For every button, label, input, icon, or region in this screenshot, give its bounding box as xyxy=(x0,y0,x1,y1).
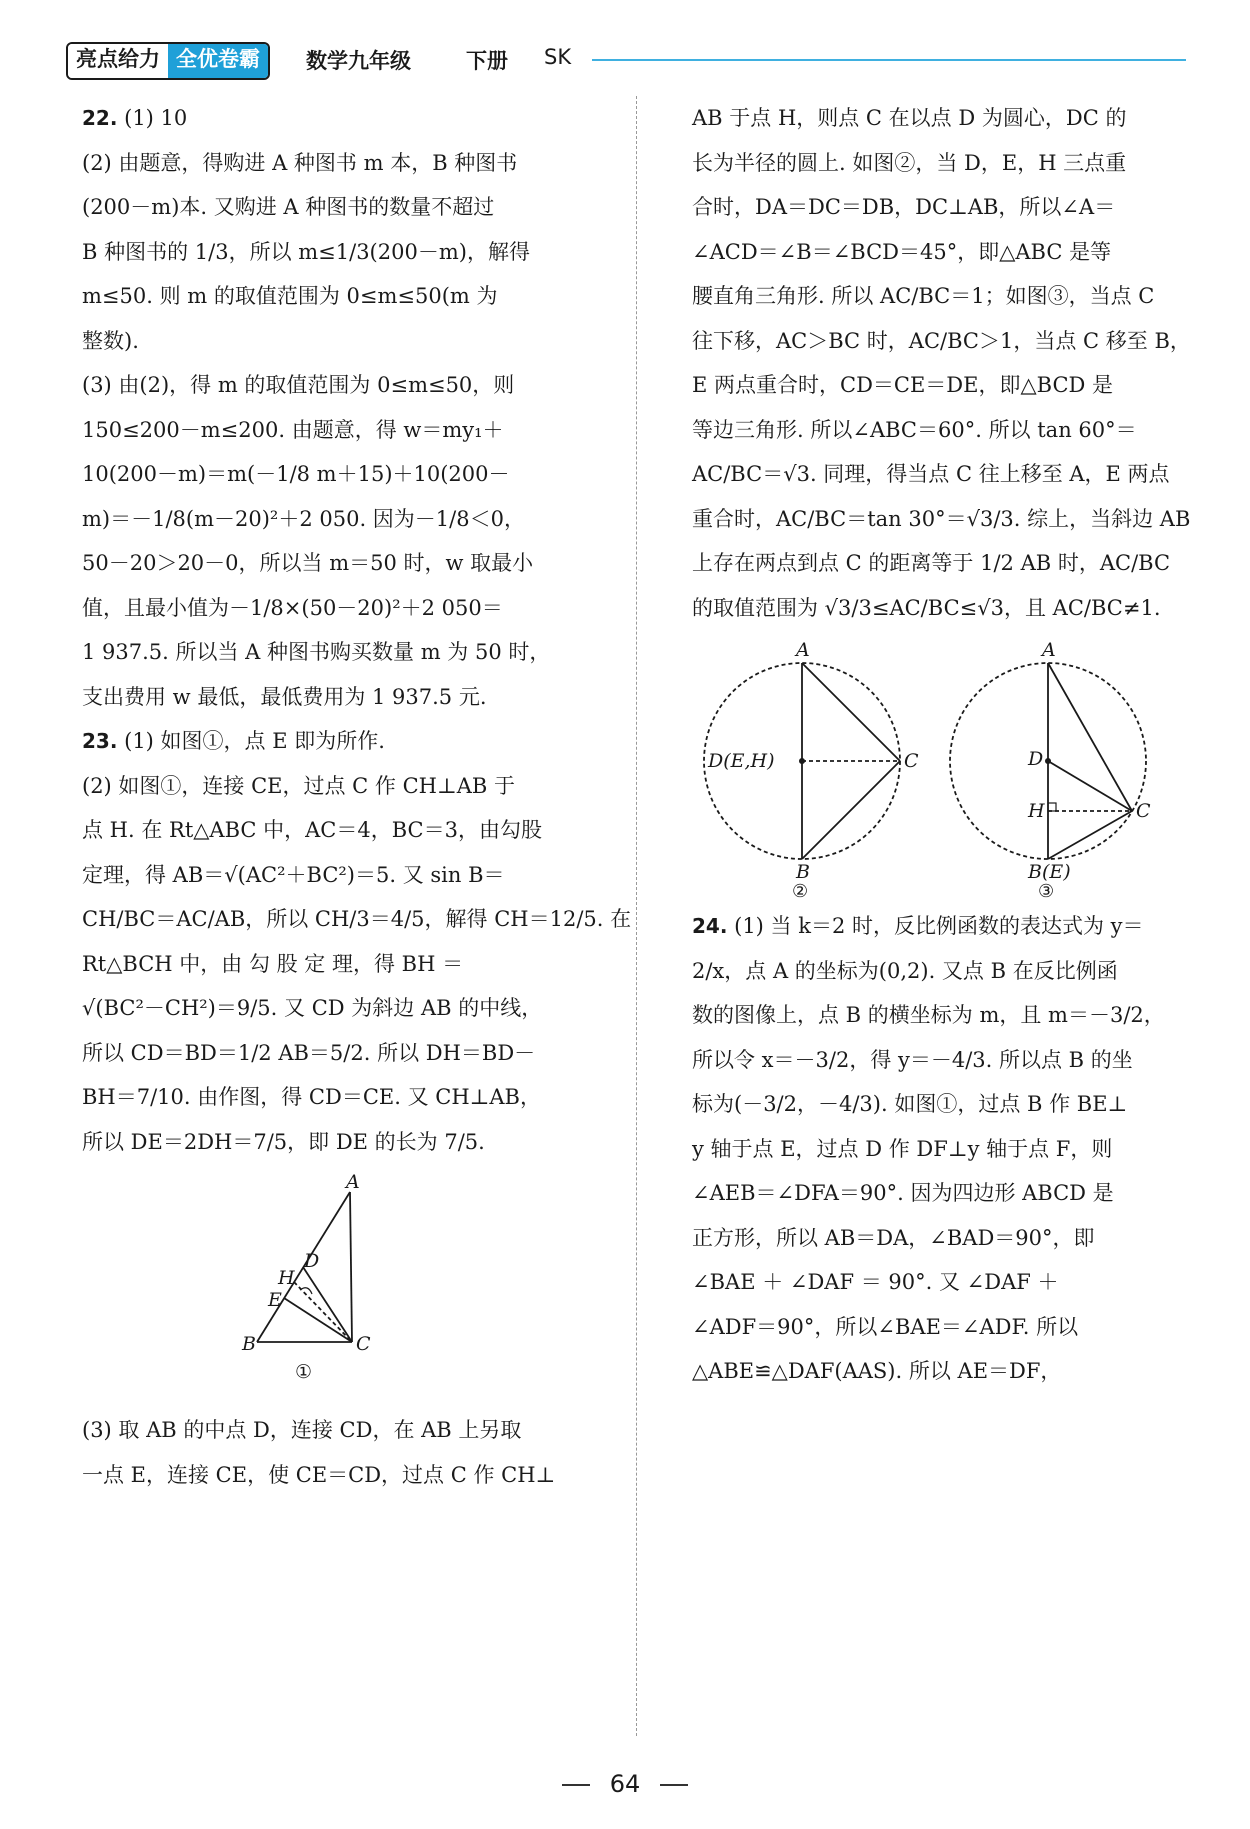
fig1-label-d: D xyxy=(304,1250,320,1272)
fig1-caption: ① xyxy=(295,1361,313,1383)
text-line xyxy=(82,719,602,764)
fig1-label-e: E xyxy=(268,1289,282,1311)
book-title: 数学九年级 xyxy=(306,49,411,73)
left-column xyxy=(82,96,632,1497)
line-text: m)＝－1/8(m－20)²＋2 050. 因为－1/8＜0， xyxy=(82,506,525,531)
text-line xyxy=(692,363,1180,408)
line-text: (2) 由题意，得购进 A 种图书 m 本，B 种图书 xyxy=(82,150,518,175)
line-text: 所以 CD＝BD＝1/2 AB＝5/2. 所以 DH＝BD－ xyxy=(82,1040,536,1065)
text-line xyxy=(82,986,602,1031)
text-line xyxy=(82,853,602,898)
fig3-bc xyxy=(1048,811,1132,859)
text-line xyxy=(692,904,1180,949)
line-text: ∠ACD＝∠B＝∠BCD＝45°，即△ABC 是等 xyxy=(692,239,1112,264)
line-text: 所以 DE＝2DH＝7/5，即 DE 的长为 7/5. xyxy=(82,1129,485,1154)
footer-dash-left xyxy=(562,1784,590,1786)
segment-ce xyxy=(284,1298,352,1342)
text-line xyxy=(82,363,602,408)
question-number: 23. xyxy=(82,729,118,753)
fig2-ac xyxy=(802,663,900,761)
text-line xyxy=(82,586,602,631)
line-text: m≤50. 则 m 的取值范围为 0≤m≤50(m 为 xyxy=(82,284,498,308)
text-line xyxy=(82,1075,602,1120)
line-text: 点 H. 在 Rt△ABC 中，AC＝4，BC＝3，由勾股 xyxy=(82,818,542,842)
question-number: 22. xyxy=(82,106,118,130)
fig2-label-b: B xyxy=(796,861,810,883)
line-text: B 种图书的 1/3，所以 m≤1/3(200－m)，解得 xyxy=(82,239,530,264)
line-text: (3) 取 AB 的中点 D，连接 CD，在 AB 上另取 xyxy=(82,1418,522,1442)
line-text: 等边三角形. 所以∠ABC＝60°. 所以 tan 60°＝ xyxy=(692,417,1137,442)
line-text: 标为(－3/2，－4/3). 如图①，过点 B 作 BE⊥ xyxy=(692,1092,1128,1116)
fig2-label-c: C xyxy=(904,750,919,772)
book-volume: 下册 xyxy=(466,49,508,73)
line-text: 10(200－m)＝m(－1/8 m＋15)＋10(200－ xyxy=(82,462,510,486)
text-line xyxy=(82,185,602,230)
text-line xyxy=(82,497,602,542)
line-text: 正方形，所以 AB＝DA，∠BAD＝90°，即 xyxy=(692,1225,1095,1250)
page-number: 64 xyxy=(609,1770,641,1798)
text-line xyxy=(692,185,1180,230)
text-line xyxy=(692,993,1180,1038)
fig2-label-a: A xyxy=(796,639,810,661)
fig3-label-a: A xyxy=(1042,639,1056,661)
fig2-caption: ② xyxy=(792,881,809,902)
fig3-label-c: C xyxy=(1136,800,1151,822)
line-text: 值，且最小值为－1/8×(50－20)²＋2 050＝ xyxy=(82,595,503,620)
arc-e xyxy=(300,1288,312,1294)
line-text: (3) 由(2)，得 m 的取值范围为 0≤m≤50，则 xyxy=(82,373,515,397)
text-line xyxy=(82,1453,602,1498)
text-line xyxy=(692,586,1180,631)
line-text: 上存在两点到点 C 的距离等于 1/2 AB 时，AC/BC xyxy=(692,551,1171,575)
line-text: BH＝7/10. 由作图，得 CD＝CE. 又 CH⊥AB， xyxy=(82,1085,541,1109)
text-line xyxy=(692,408,1180,453)
text-line xyxy=(82,897,632,942)
line-text: 合时，DA＝DC＝DB，DC⊥AB，所以∠A＝ xyxy=(692,195,1116,219)
footer-dash-right xyxy=(660,1784,688,1786)
fig3-point-d xyxy=(1045,758,1051,764)
line-text: (2) 如图①，连接 CE，过点 C 作 CH⊥AB 于 xyxy=(82,773,515,798)
right-column xyxy=(692,96,1191,1394)
page-footer xyxy=(0,1770,1250,1798)
line-text: AC/BC＝√3. 同理，得当点 C 往上移至 A，E 两点 xyxy=(692,462,1170,486)
fig1-label-h: H xyxy=(278,1267,295,1289)
text-line xyxy=(82,141,602,186)
text-line xyxy=(692,541,1180,586)
line-text: 腰直角三角形. 所以 AC/BC＝1；如图③，当点 C xyxy=(692,284,1155,308)
line-text: 整数). xyxy=(82,328,139,353)
text-line xyxy=(82,675,602,720)
line-text: (1) 如图①，点 E 即为所作. xyxy=(124,729,385,753)
text-line xyxy=(82,274,602,319)
text-line xyxy=(692,274,1180,319)
text-line xyxy=(692,1127,1180,1172)
text-line xyxy=(692,1349,1180,1394)
line-text: 往下移，AC＞BC 时，AC/BC＞1，当点 C 移至 B， xyxy=(692,328,1191,353)
line-text: 50－20＞20－0，所以当 m＝50 时，w 取最小 xyxy=(82,551,534,575)
fig1-label-c: C xyxy=(356,1333,371,1355)
line-text: 定理，得 AB＝√(AC²＋BC²)＝5. 又 sin B＝ xyxy=(82,862,505,887)
fig3-right-angle xyxy=(1048,803,1056,811)
line-text: (1) 当 k＝2 时，反比例函数的表达式为 y＝ xyxy=(734,914,1144,938)
text-line xyxy=(692,96,1180,141)
figure-1 xyxy=(82,1172,602,1402)
line-text: √(BC²－CH²)＝9/5. 又 CD 为斜边 AB 的中线， xyxy=(82,996,543,1020)
text-line xyxy=(82,764,602,809)
line-text: y 轴于点 E，过点 D 作 DF⊥y 轴于点 F，则 xyxy=(692,1136,1113,1161)
text-line xyxy=(692,1171,1180,1216)
brand-right: 全优卷霸 xyxy=(168,44,268,78)
brand-logo xyxy=(66,42,270,80)
line-text: 所以令 x＝－3/2，得 y＝－4/3. 所以点 B 的坐 xyxy=(692,1047,1133,1072)
line-text: 长为半径的圆上. 如图②，当 D，E，H 三点重 xyxy=(692,150,1127,175)
text-line xyxy=(692,452,1180,497)
text-line xyxy=(692,949,1180,994)
text-line xyxy=(82,1031,602,1076)
fig1-label-b: B xyxy=(242,1333,256,1355)
fig3-label-d: D xyxy=(1028,748,1044,770)
text-line xyxy=(692,1305,1180,1350)
line-text: 一点 E，连接 CE，使 CE＝CD，过点 C 作 CH⊥ xyxy=(82,1462,556,1487)
text-line xyxy=(82,96,602,141)
text-line xyxy=(692,1260,1180,1305)
line-text: Rt△BCH 中，由 勾 股 定 理，得 BH ＝ xyxy=(82,951,464,976)
line-text: ∠ADF＝90°，所以∠BAE＝∠ADF. 所以 xyxy=(692,1314,1079,1339)
line-text: ∠BAE ＋ ∠DAF ＝ 90°. 又 ∠DAF ＋ xyxy=(692,1270,1059,1294)
line-text: 1 937.5. 所以当 A 种图书购买数量 m 为 50 时， xyxy=(82,640,551,664)
text-line xyxy=(82,1120,602,1165)
text-line xyxy=(82,541,602,586)
text-line xyxy=(692,141,1180,186)
fig3-dc xyxy=(1048,761,1132,811)
line-text: 数的图像上，点 B 的横坐标为 m，且 m＝－3/2， xyxy=(692,1003,1165,1027)
line-text: 150≤200－m≤200. 由题意，得 w＝my₁＋ xyxy=(82,417,504,442)
line-text: E 两点重合时，CD＝CE＝DE，即△BCD 是 xyxy=(692,373,1114,397)
question-number: 24. xyxy=(692,914,728,938)
segment-ac xyxy=(350,1192,352,1342)
text-line xyxy=(82,408,602,453)
fig3-ac xyxy=(1048,663,1132,811)
line-text: (200－m)本. 又购进 A 种图书的数量不超过 xyxy=(82,195,495,219)
fig3-label-be: B(E) xyxy=(1028,861,1071,883)
column-divider xyxy=(636,96,637,1736)
line-text: CH/BC＝AC/AB，所以 CH/3＝4/5，解得 CH＝12/5. 在 xyxy=(82,907,632,931)
text-line xyxy=(82,452,602,497)
fig3-label-h: H xyxy=(1028,800,1045,822)
fig2-label-deh: D(E,H) xyxy=(708,750,775,772)
segment-ch xyxy=(294,1282,352,1342)
line-text: 2/x，点 A 的坐标为(0,2). 又点 B 在反比例函 xyxy=(692,958,1118,983)
text-line xyxy=(82,1408,602,1453)
text-line xyxy=(692,1082,1180,1127)
line-text: AB 于点 H，则点 C 在以点 D 为圆心，DC 的 xyxy=(692,106,1127,130)
book-edition: SK xyxy=(544,45,572,69)
text-line xyxy=(82,319,602,364)
header-rule xyxy=(592,59,1186,61)
line-text: ∠AEB＝∠DFA＝90°. 因为四边形 ABCD 是 xyxy=(692,1181,1114,1205)
fig2-point-d xyxy=(799,758,805,764)
line-text: △ABE≌△DAF(AAS). 所以 AE＝DF， xyxy=(692,1359,1062,1383)
text-line xyxy=(82,808,602,853)
fig1-label-a: A xyxy=(346,1172,360,1193)
brand-left: 亮点给力 xyxy=(68,44,168,78)
text-line xyxy=(82,630,602,675)
segment-cd xyxy=(303,1267,352,1342)
fig2-bc xyxy=(802,761,900,859)
text-line xyxy=(692,230,1180,275)
text-line xyxy=(692,1216,1180,1261)
text-line xyxy=(692,497,1191,542)
line-text: 的取值范围为 √3/3≤AC/BC≤√3，且 AC/BC≠1. xyxy=(692,595,1161,620)
text-line xyxy=(692,319,1191,364)
line-text: 支出费用 w 最低，最低费用为 1 937.5 元. xyxy=(82,684,487,709)
text-line xyxy=(692,1038,1180,1083)
text-line xyxy=(82,942,602,987)
line-text: 重合时，AC/BC＝tan 30°＝√3/3. 综上，当斜边 AB xyxy=(692,506,1191,531)
text-line xyxy=(82,230,602,275)
page-header xyxy=(66,42,1186,78)
line-text: (1) 10 xyxy=(124,106,188,130)
fig3-caption: ③ xyxy=(1038,881,1055,902)
figures-2-3 xyxy=(692,636,1180,886)
